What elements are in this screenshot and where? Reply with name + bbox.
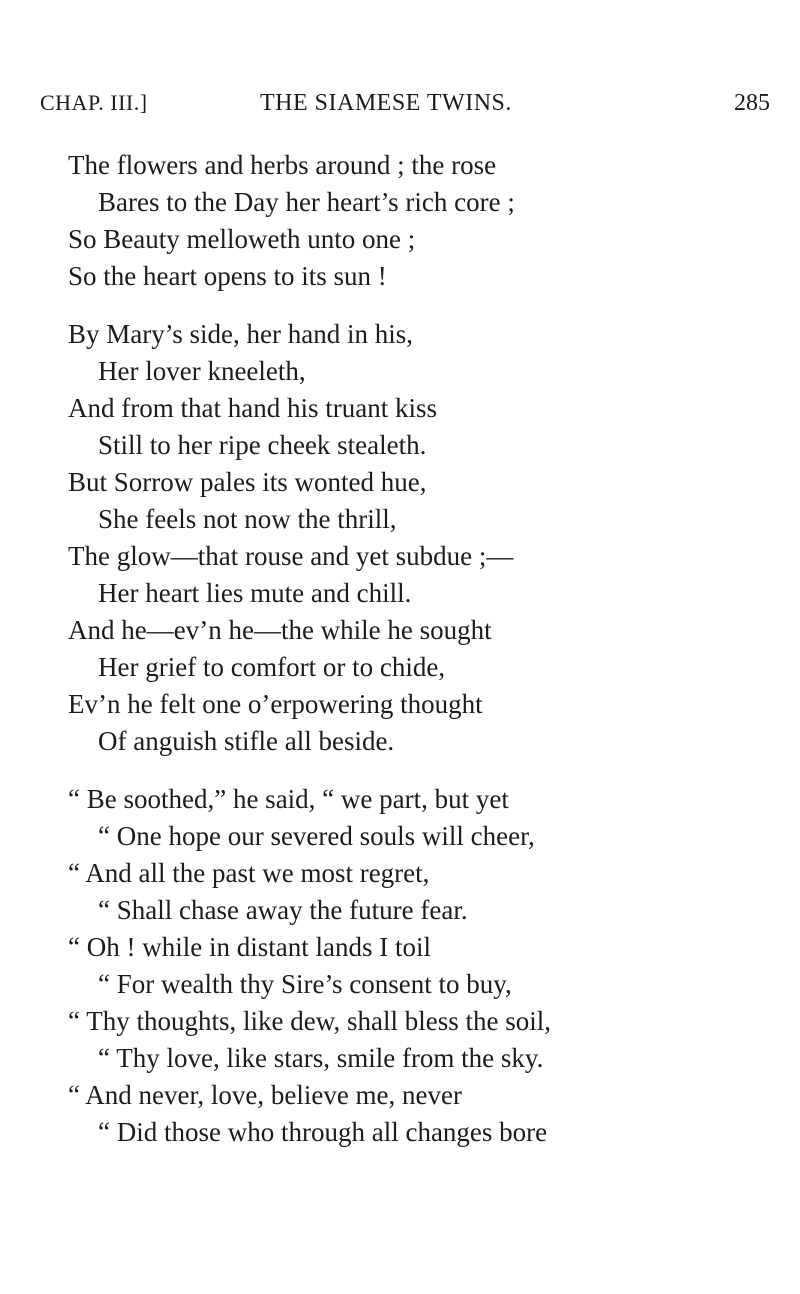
page-number: 285 bbox=[734, 90, 770, 116]
running-head bbox=[0, 90, 800, 122]
poem-line: “ For wealth thy Sire’s consent to buy, bbox=[98, 969, 512, 999]
poem-line: “ Be soothed,” he said, “ we part, but yet bbox=[68, 784, 509, 814]
poem-line: “ Did those who through all changes bore bbox=[98, 1117, 548, 1147]
poem-line: By Mary’s side, her hand in his, bbox=[68, 319, 413, 349]
poem-line: “ Thy love, like stars, smile from the sky. bbox=[98, 1043, 544, 1073]
poem-line: The flowers and herbs around ; the rose bbox=[68, 150, 497, 180]
poem-line: And he—ev’n he—the while he sought bbox=[68, 615, 492, 645]
poem-line: The glow—that rouse and yet subdue ;— bbox=[68, 541, 514, 571]
poem-line: Her lover kneeleth, bbox=[98, 356, 306, 386]
book-title: THE SIAMESE TWINS. bbox=[260, 90, 512, 116]
poem-line: “ And all the past we most regret, bbox=[68, 858, 430, 888]
poem-line: “ One hope our severed souls will cheer, bbox=[98, 821, 535, 851]
poem-line: Of anguish stifle all beside. bbox=[98, 726, 395, 756]
poem-line: “ Shall chase away the future fear. bbox=[98, 895, 468, 925]
poem-line: Her grief to comfort or to chide, bbox=[98, 652, 446, 682]
poem-line: But Sorrow pales its wonted hue, bbox=[68, 467, 427, 497]
poem-line: Ev’n he felt one o’erpowering thought bbox=[68, 689, 483, 719]
poem-line: “ Oh ! while in distant lands I toil bbox=[68, 932, 431, 962]
poem-line: Bares to the Day her heart’s rich core ; bbox=[98, 187, 515, 217]
poem-line: Her heart lies mute and chill. bbox=[98, 578, 412, 608]
poem-line: So Beauty melloweth unto one ; bbox=[68, 224, 416, 254]
poem-line: “ Thy thoughts, like dew, shall bless the soil, bbox=[68, 1006, 551, 1036]
poem-line: She feels not now the thrill, bbox=[98, 504, 397, 534]
poem-line: So the heart opens to its sun ! bbox=[68, 261, 387, 291]
poem-line: Still to her ripe cheek stealeth. bbox=[98, 430, 427, 460]
chapter-label: CHAP. III.] bbox=[40, 90, 148, 115]
poem-line: “ And never, love, believe me, never bbox=[68, 1080, 463, 1110]
poem-line: And from that hand his truant kiss bbox=[68, 393, 437, 423]
